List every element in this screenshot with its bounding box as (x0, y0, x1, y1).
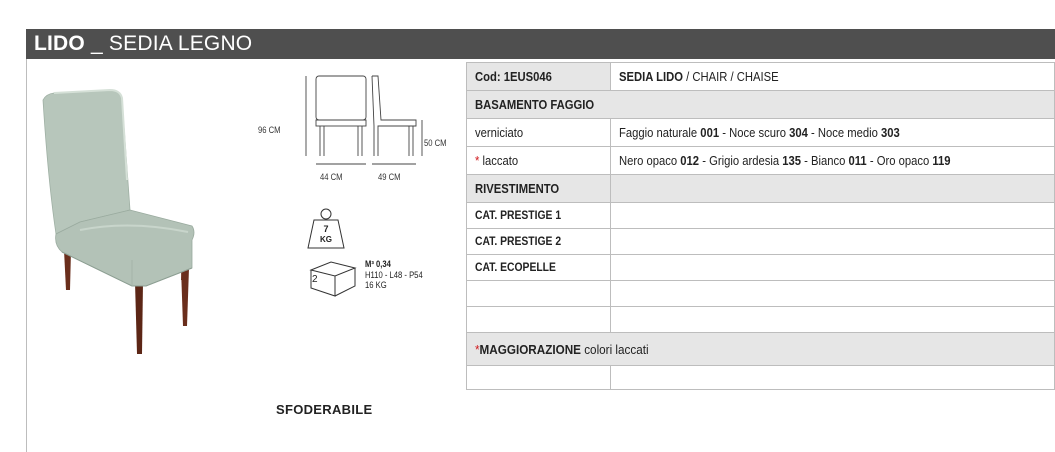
table-row (467, 91, 1055, 119)
rivestimento-header: RIVESTIMENTO (467, 175, 611, 203)
table-row (467, 333, 1055, 366)
product-title: SEDIA LEGNO (108, 32, 253, 55)
spec-table (466, 62, 1055, 390)
maggiorazione-row: *MAGGIORAZIONE colori laccati (467, 333, 1055, 366)
model-name: LIDO (34, 32, 85, 55)
cat-prestige-2-value (611, 229, 1055, 255)
left-border (26, 59, 27, 452)
empty-cell (467, 366, 611, 390)
empty-cell (611, 307, 1055, 333)
table-row (467, 203, 1055, 229)
package-info (365, 259, 423, 291)
table-row (467, 119, 1055, 147)
cat-prestige-1: CAT. PRESTIGE 1 (467, 203, 611, 229)
verniciato-label: verniciato (467, 119, 611, 147)
cat-ecopelle: CAT. ECOPELLE (467, 255, 611, 281)
empty-cell (611, 281, 1055, 307)
package-volume: M³ 0,34 (365, 259, 391, 269)
product-name: SEDIA LIDO (619, 69, 683, 84)
laccato-label: * laccato (467, 147, 611, 175)
dimension-drawing (278, 72, 458, 187)
weight-value: 7 (323, 224, 329, 234)
cat-ecopelle-value (611, 255, 1055, 281)
width-label: 44 CM (320, 172, 343, 182)
verniciato-colors: Faggio naturale 001 - Noce scuro 304 - Noce medio 303 (611, 119, 1055, 147)
chair-photo (40, 80, 230, 370)
depth-label: 49 CM (378, 172, 401, 182)
package-weight: 16 KG (365, 280, 387, 290)
base-header: BASAMENTO FAGGIO (467, 91, 1055, 119)
table-row (467, 147, 1055, 175)
empty-cell (467, 307, 611, 333)
seat-height-label: 50 CM (424, 138, 447, 148)
rivestimento-empty (611, 175, 1055, 203)
table-row (467, 229, 1055, 255)
header-separator: _ (84, 32, 109, 55)
chair-backrest (43, 90, 130, 234)
removable-cover-label: SFODERABILE (276, 402, 373, 417)
required-star: * (475, 153, 480, 168)
table-row (467, 281, 1055, 307)
table-row (467, 307, 1055, 333)
product-name-rest: / CHAIR / CHAISE (682, 69, 779, 84)
table-row (467, 366, 1055, 390)
product-header (26, 29, 1055, 59)
cat-prestige-1-value (611, 203, 1055, 229)
chair-leg-front-left (135, 282, 143, 354)
table-row (467, 175, 1055, 203)
table-row (467, 255, 1055, 281)
product-code: Cod: 1EUS046 (467, 63, 611, 91)
chair-leg-front-right (181, 268, 189, 326)
table-row (467, 63, 1055, 91)
package-count: 2 (312, 274, 318, 285)
product-name-cell (611, 63, 1055, 91)
laccato-colors: Nero opaco 012 - Grigio ardesia 135 - Bianco 011 - Oro opaco 119 (611, 147, 1055, 175)
cat-prestige-2: CAT. PRESTIGE 2 (467, 229, 611, 255)
empty-cell (467, 281, 611, 307)
height-label: 96 CM (258, 125, 281, 135)
weight-unit: KG (320, 235, 332, 244)
package-size: H110 - L48 - P54 (365, 269, 423, 280)
empty-cell (611, 366, 1055, 390)
